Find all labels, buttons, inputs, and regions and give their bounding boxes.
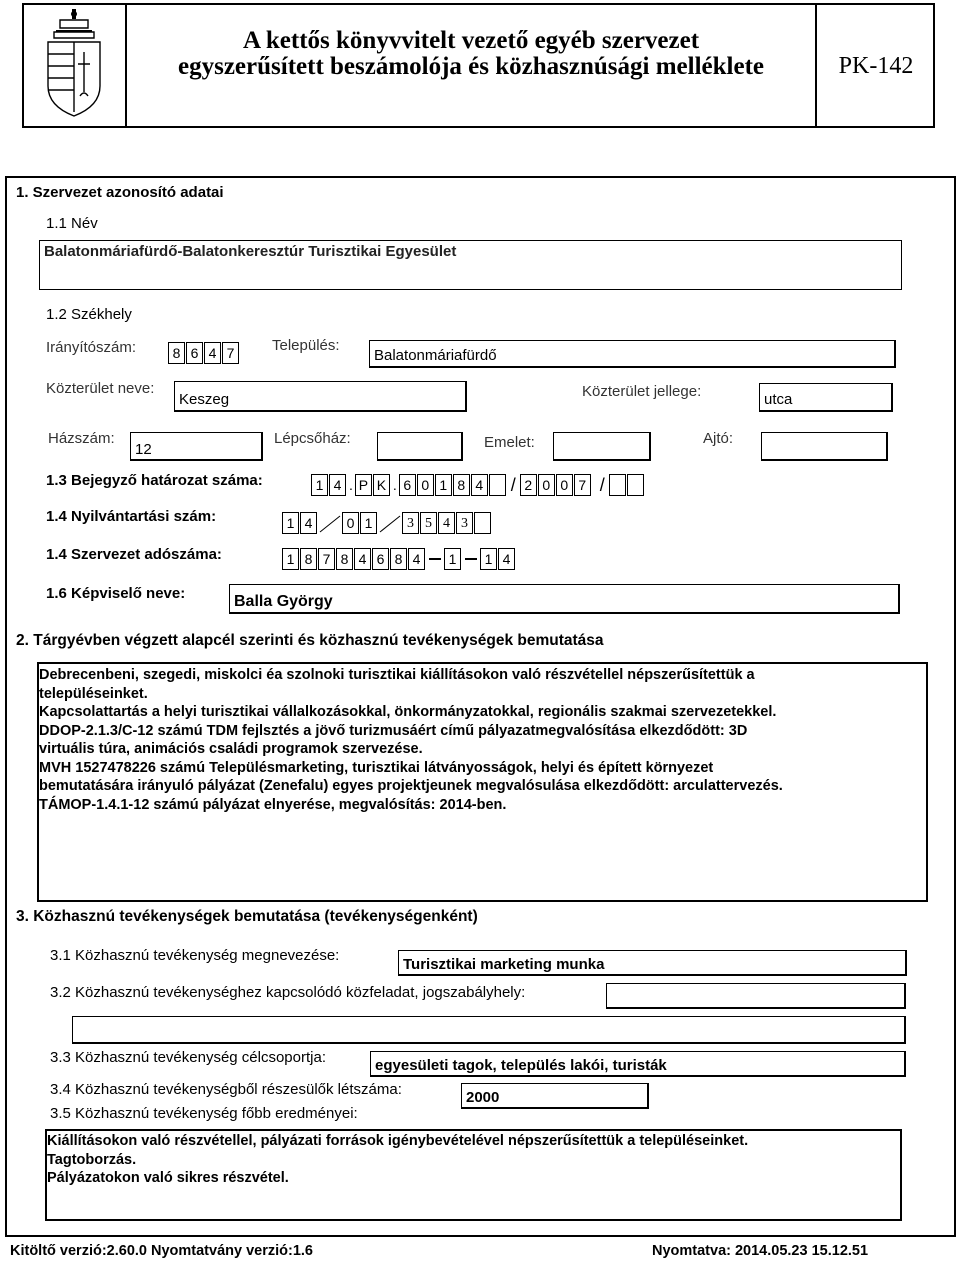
zip-digit[interactable]: 4: [204, 342, 221, 364]
tax-digit[interactable]: 6: [372, 548, 389, 570]
reg-no-char[interactable]: 4: [438, 512, 455, 534]
section1-title: 1. Szervezet azonosító adatai: [16, 184, 224, 201]
public-task-field-2[interactable]: [72, 1016, 906, 1044]
reg-no-char[interactable]: 5: [420, 512, 437, 534]
registry-char[interactable]: 6: [399, 474, 416, 496]
tax-digit[interactable]: 8: [390, 548, 407, 570]
tax-digit[interactable]: 8: [300, 548, 317, 570]
activity-name-label: 3.1 Közhasznú tevékenység megnevezése:: [50, 947, 340, 964]
section3-title: 3. Közhasznú tevékenységek bemutatása (tevékenységenként): [16, 908, 478, 925]
zip-cells[interactable]: [168, 340, 240, 364]
public-task-field[interactable]: [606, 983, 906, 1009]
reg-no-char[interactable]: 4: [300, 512, 317, 534]
reg-no-char[interactable]: [474, 512, 491, 534]
reg-no-cells[interactable]: [282, 510, 492, 534]
house-field[interactable]: 12: [130, 432, 263, 461]
registry-char[interactable]: K: [373, 474, 390, 496]
target-group-label: 3.3 Közhasznú tevékenység célcsoportja:: [50, 1049, 326, 1066]
reg-no-label: 1.4 Nyilvántartási szám:: [46, 508, 217, 525]
results-label: 3.5 Közhasznú tevékenység főbb eredményei:: [50, 1105, 358, 1122]
street-type-label: Közterület jellege:: [582, 383, 702, 400]
registry-char[interactable]: 0: [417, 474, 434, 496]
registry-char[interactable]: [489, 474, 506, 496]
footer-printed: Nyomtatva: 2014.05.23 15.12.51: [652, 1243, 869, 1259]
registry-char[interactable]: 8: [453, 474, 470, 496]
door-label: Ajtó:: [703, 430, 734, 447]
tax-digit[interactable]: 8: [336, 548, 353, 570]
section2-title: 2. Tárgyévben végzett alapcél szerinti és közhasznú tevékenységek bemutatása: [16, 632, 604, 649]
activities-text: [37, 664, 932, 816]
results-text: [45, 1130, 906, 1190]
activities-line: TÁMOP-1.4.1-12 számú pályázat elnyerése, megvalósítás: 2014-ben.: [39, 796, 507, 813]
seat-label: 1.2 Székhely: [46, 306, 132, 323]
reg-no-char[interactable]: 3: [456, 512, 473, 534]
street-type-field[interactable]: utca: [759, 383, 893, 412]
registry-char[interactable]: [609, 474, 626, 496]
activities-line: MVH 1527478226 számú Településmarketing, turisztikai látványosságok, helyi és épített környezet: [39, 759, 714, 776]
form-title-line2: egyszerűsített beszámolója és közhasznúsági melléklete: [178, 53, 764, 80]
registry-dot: .: [392, 477, 397, 493]
reg-no-separator: [378, 512, 402, 534]
stair-field[interactable]: [377, 432, 463, 461]
tax-dash: [429, 558, 441, 560]
form-code: PK-142: [838, 53, 914, 79]
results-line: Pályázatokon való sikres részvétel.: [47, 1170, 289, 1186]
registry-char[interactable]: 0: [556, 474, 573, 496]
name-label: 1.1 Név: [46, 215, 98, 232]
registry-char[interactable]: 2: [520, 474, 537, 496]
zip-digit[interactable]: 6: [186, 342, 203, 364]
activities-line: Kapcsolattartás a helyi turisztikai vállalkozásokkal, önkormányzatokkal, regionális szakmai szervezetekkel.: [39, 704, 777, 720]
target-group-field[interactable]: egyesületi tagok, település lakói, turisták: [370, 1051, 906, 1077]
activities-line: DDOP-2.1.3/C-12 számú TDM fejlsztés a jövő turizmusáért című pályazatmegvalósítása elkezdődött: 3D: [39, 722, 748, 739]
activities-line: Debrecenbeni, szegedi, miskolci éa szolnoki turisztikai kiállításokon való részvétellel népszerűsítettük a: [39, 667, 755, 683]
tax-digit[interactable]: 1: [480, 548, 497, 570]
results-line: Tagtoborzás.: [47, 1151, 137, 1168]
reg-no-separator: [318, 512, 342, 534]
house-label: Házszám:: [48, 430, 115, 447]
registry-char[interactable]: 1: [435, 474, 452, 496]
reg-no-char[interactable]: 1: [282, 512, 299, 534]
registry-char[interactable]: [627, 474, 644, 496]
zip-digit[interactable]: 8: [168, 342, 185, 364]
street-field[interactable]: Keszeg: [174, 381, 467, 412]
tax-digit[interactable]: 1: [444, 548, 461, 570]
form-title-line1: A kettős könyvvitelt vezető egyéb szervezet: [242, 27, 700, 54]
floor-field[interactable]: [553, 432, 651, 461]
activities-line: településeinket.: [39, 685, 148, 702]
registry-dot: .: [349, 477, 353, 493]
tax-cells[interactable]: [282, 546, 516, 570]
registry-char[interactable]: 0: [538, 474, 555, 496]
tax-digit[interactable]: 4: [498, 548, 515, 570]
registry-char[interactable]: 1: [311, 474, 328, 496]
registry-cells[interactable]: [311, 472, 645, 496]
beneficiaries-label: 3.4 Közhasznú tevékenységből részesülők létszáma:: [50, 1081, 402, 1098]
public-task-label: 3.2 Közhasznú tevékenységhez kapcsolódó közfeladat, jogszabályhely:: [50, 984, 526, 1001]
tax-label: 1.4 Szervezet adószáma:: [46, 546, 222, 563]
city-field[interactable]: Balatonmáriafürdő: [369, 340, 896, 368]
registry-char[interactable]: 7: [574, 474, 591, 496]
reg-no-char[interactable]: 1: [360, 512, 377, 534]
rep-field[interactable]: Balla György: [229, 584, 900, 614]
registry-label: 1.3 Bejegyző határozat száma:: [46, 472, 263, 489]
stair-label: Lépcsőház:: [274, 430, 351, 447]
activities-line: virtuális túra, animációs családi programok szervezése.: [39, 741, 423, 757]
form-title: [127, 28, 815, 80]
street-label: Közterület neve:: [46, 380, 155, 397]
registry-char[interactable]: P: [355, 474, 372, 496]
activity-name-field[interactable]: Turisztikai marketing munka: [398, 950, 907, 976]
registry-slash: /: [510, 475, 516, 495]
reg-no-char[interactable]: 3: [402, 512, 419, 534]
footer-version: Kitöltő verzió:2.60.0 Nyomtatvány verzió:1.6: [10, 1243, 313, 1259]
city-label: Település:: [272, 337, 340, 354]
activities-line: bemutatására irányuló pályázat (Zenefalu) egyes projektjeunek megvalósulása elkezdődött: arculattervezés.: [39, 778, 783, 794]
tax-digit[interactable]: 7: [318, 548, 335, 570]
results-line: Kiállításokon való részvétellel, pályázati források igénybevételével népszerűsítettük a településeinket.: [47, 1133, 749, 1149]
name-value[interactable]: Balatonmáriafürdő-Balatonkeresztúr Turisztikai Egyesület: [44, 243, 457, 260]
registry-char[interactable]: 4: [471, 474, 488, 496]
registry-slash: /: [599, 475, 605, 495]
floor-label: Emelet:: [484, 434, 535, 451]
zip-digit[interactable]: 7: [222, 342, 239, 364]
tax-dash: [465, 558, 477, 560]
door-field[interactable]: [761, 432, 888, 461]
rep-label: 1.6 Képviselő neve:: [46, 585, 186, 602]
tax-digit[interactable]: 4: [354, 548, 371, 570]
reg-no-char[interactable]: 0: [342, 512, 359, 534]
zip-label: Irányítószám:: [46, 339, 137, 356]
coat-of-arms-logo: [40, 8, 108, 120]
registry-char[interactable]: 4: [329, 474, 346, 496]
tax-digit[interactable]: 1: [282, 548, 299, 570]
tax-digit[interactable]: 4: [408, 548, 425, 570]
beneficiaries-field[interactable]: 2000: [461, 1083, 649, 1109]
